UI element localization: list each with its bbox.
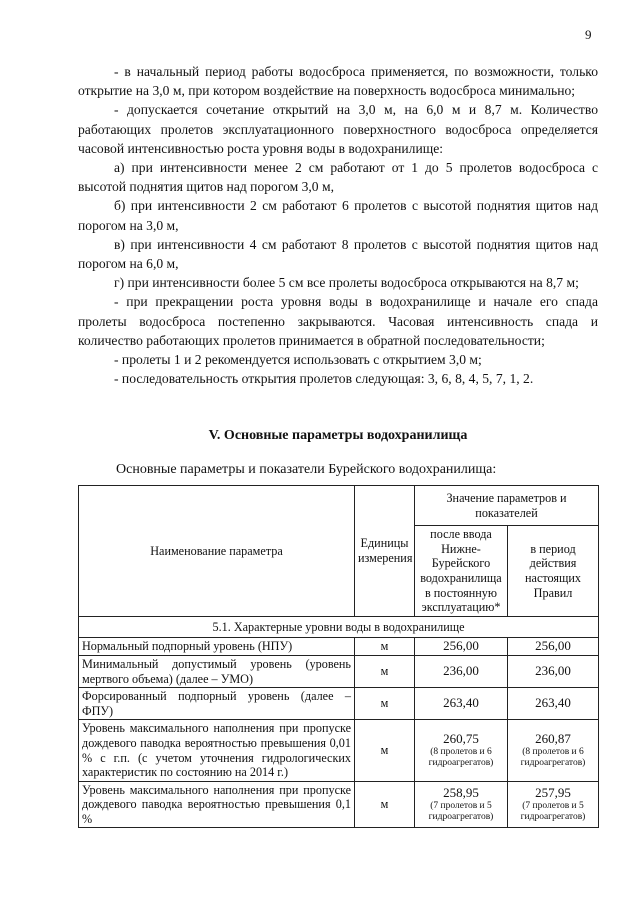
param-name: Уровень максимального наполнения при пропуске дождевого паводка вероятностью превышения 0,1 % (79, 781, 355, 828)
table-row (79, 655, 599, 687)
paragraph: в) при интенсивности 4 см работают 8 пролетов с высотой поднятия щитов над порогом на 6,0 м, (78, 236, 598, 272)
value-after-note: (7 пролетов и 5 гидроагрегатов) (428, 800, 494, 822)
param-unit: м (355, 720, 415, 781)
value-after-main: 260,75 (443, 731, 479, 747)
header-after: после ввода Нижне-Бурейского водохранилища в постоянную эксплуатацию* (415, 526, 508, 617)
table-intro: Основные параметры и показатели Бурейского водохранилища: (116, 462, 497, 477)
page-number: 9 (585, 27, 592, 42)
value-current-main: 257,95 (535, 785, 571, 801)
value-current-main: 260,87 (535, 731, 571, 747)
paragraph: а) при интенсивности менее 2 см работают от 1 до 5 пролетов водосброса с высотой поднятия щитов над порогом 3,0 м, (78, 160, 598, 195)
value-current-main: 256,00 (535, 638, 571, 654)
value-current (508, 781, 599, 828)
table-row (79, 781, 599, 828)
value-current (508, 638, 599, 656)
subsection-title: 5.1. Характерные уровни воды в водохранилище (79, 616, 599, 638)
value-current (508, 655, 599, 687)
param-name: Минимальный допустимый уровень (уровень мертвого объема) (далее – УМО) (79, 655, 355, 687)
value-current (508, 720, 599, 781)
param-unit: м (355, 688, 415, 720)
header-value-group: Значение параметров и показателей (415, 486, 599, 526)
value-current-main: 263,40 (535, 695, 571, 711)
value-after-main: 236,00 (443, 663, 479, 679)
param-name: Уровень максимального наполнения при пропуске дождевого паводка вероятностью превышения 0,01 % с г.п. (с учетом уточнения гидрологических характеристик по состоянию на 2014 г.) (79, 720, 355, 781)
value-current (508, 688, 599, 720)
paragraph: г) при интенсивности более 5 см все пролеты водосброса открываются на 8,7 м; (114, 275, 579, 291)
table-header-row (79, 486, 599, 526)
value-after-main: 263,40 (443, 695, 479, 711)
table-section-row (79, 616, 599, 638)
header-unit: Единицы измерения (355, 486, 415, 617)
paragraph: - пролеты 1 и 2 рекомендуется использовать с открытием 3,0 м; (114, 352, 482, 368)
body-text (78, 62, 598, 388)
param-name: Нормальный подпорный уровень (НПУ) (79, 638, 355, 656)
param-unit: м (355, 638, 415, 656)
param-name: Форсированный подпорный уровень (далее – ФПУ) (79, 688, 355, 720)
value-current-note: (7 пролетов и 5 гидроагрегатов) (520, 800, 586, 822)
table-row (79, 720, 599, 781)
value-after-note: (8 пролетов и 6 гидроагрегатов) (428, 746, 494, 768)
header-current: в период действия настоящих Правил (508, 526, 599, 617)
value-after-main: 258,95 (443, 785, 479, 801)
paragraph: - при прекращении роста уровня воды в водохранилище и начале его спада пролеты водосброса постепенно закрываются. Часовая интенсивность спада и количество работающих пролетов принимается в обратной последовательности; (78, 294, 598, 348)
parameters-table (78, 485, 599, 828)
section-heading: V. Основные параметры водохранилища (208, 428, 468, 443)
value-after (415, 655, 508, 687)
param-unit: м (355, 781, 415, 828)
header-name: Наименование параметра (79, 486, 355, 617)
table-row (79, 688, 599, 720)
value-after (415, 688, 508, 720)
param-unit: м (355, 655, 415, 687)
value-after-main: 256,00 (443, 638, 479, 654)
paragraph: б) при интенсивности 2 см работают 6 пролетов с высотой поднятия щитов над порогом на 3,0 м, (78, 198, 598, 233)
paragraph: - в начальный период работы водосброса применяется, по возможности, только открытие на 3,0 м, при котором воздействие на поверхность водосброса минимально; (78, 64, 598, 99)
value-current-main: 236,00 (535, 663, 571, 679)
value-current-note: (8 пролетов и 6 гидроагрегатов) (520, 746, 586, 768)
value-after (415, 720, 508, 781)
value-after (415, 781, 508, 828)
paragraph: - последовательность открытия пролетов следующая: 3, 6, 8, 4, 5, 7, 1, 2. (114, 371, 534, 387)
paragraph: - допускается сочетание открытий на 3,0 м, на 6,0 м и 8,7 м. Количество работающих пролетов эксплуатационного поверхностного водосброса определяется часовой интенсивностью роста уровня воды в водохранилище: (78, 102, 598, 156)
table-row (79, 638, 599, 656)
value-after (415, 638, 508, 656)
